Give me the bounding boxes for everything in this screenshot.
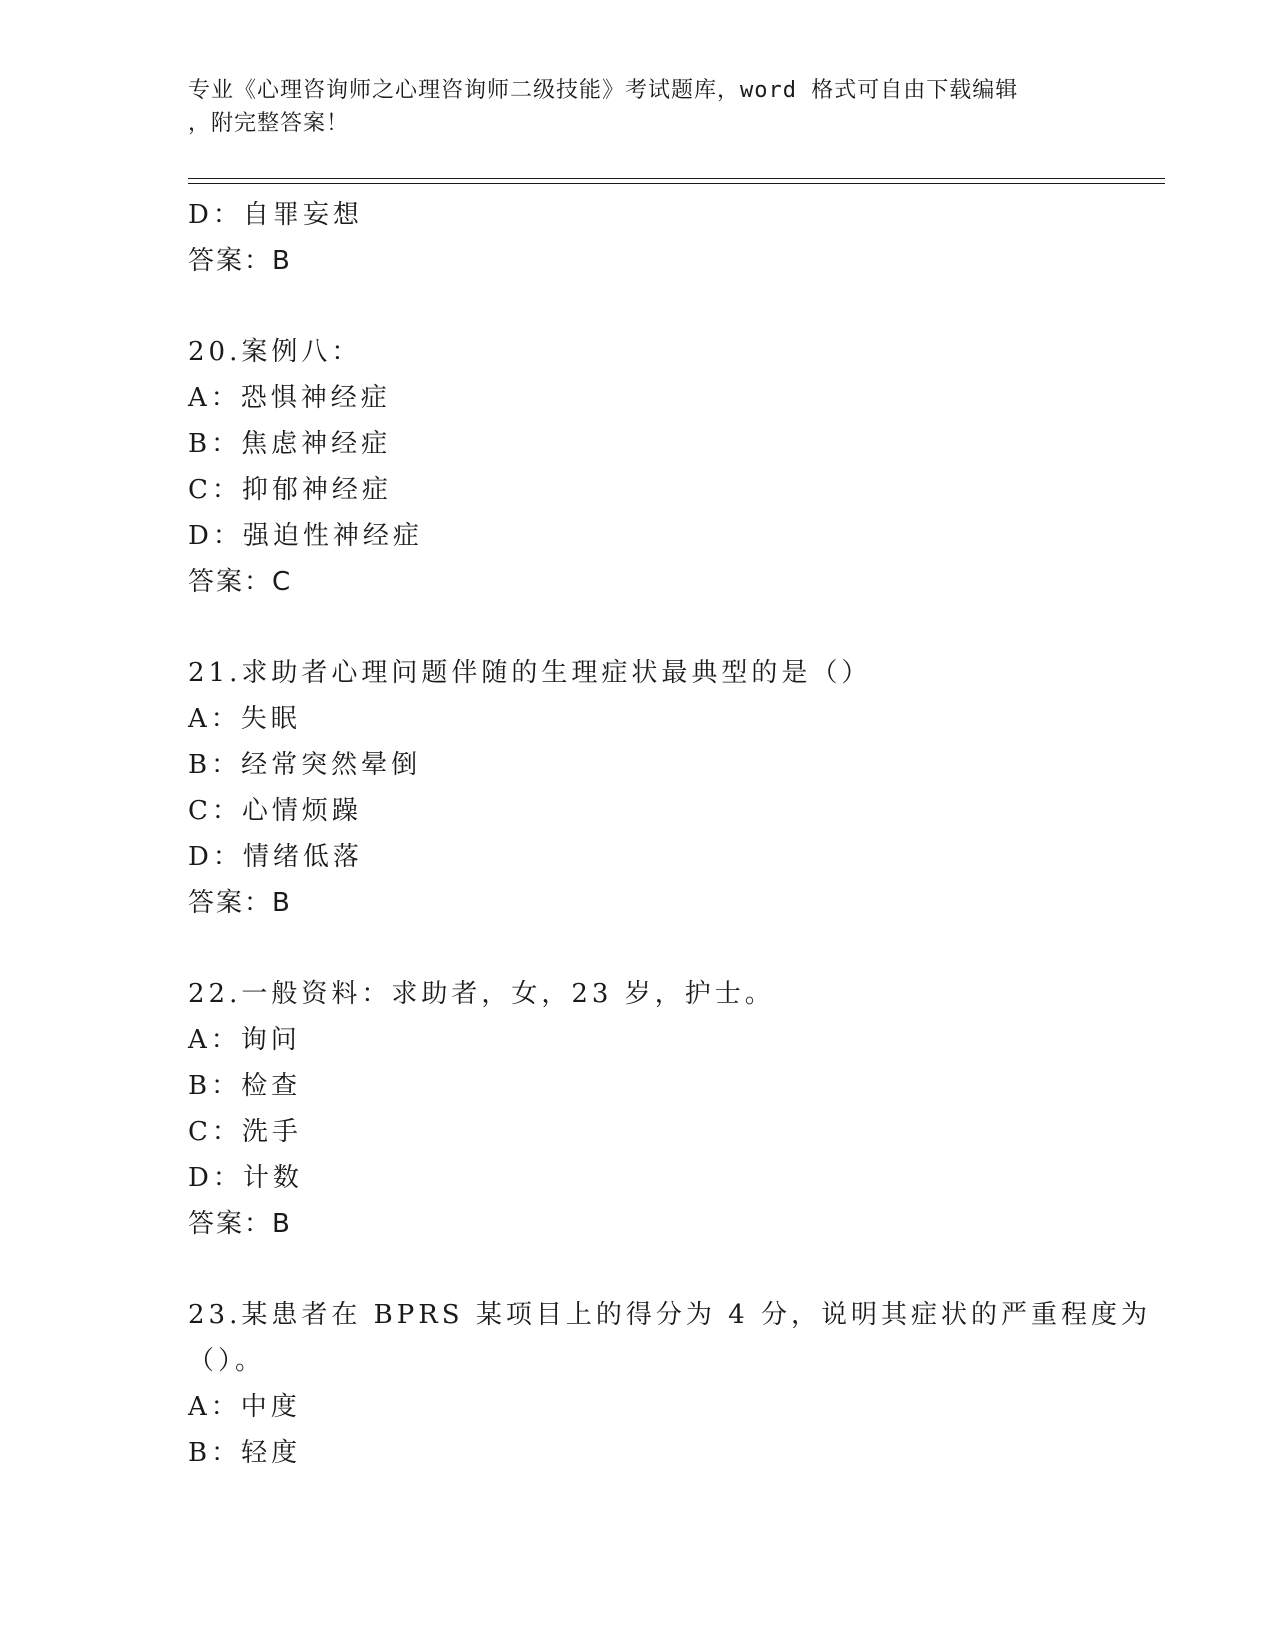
question-20 [188, 329, 1148, 605]
question-23 [188, 1292, 1151, 1476]
question-22 [188, 971, 1148, 1247]
question-19-tail [188, 192, 1148, 284]
option-d: D：强迫性神经症 [188, 521, 423, 551]
spacer [188, 284, 1148, 329]
option-d: D：计数 [188, 1163, 303, 1193]
question-21 [188, 650, 1148, 926]
question-stem: 21.求助者心理问题伴随的生理症状最典型的是（） [188, 658, 872, 688]
option-c: C：洗手 [188, 1117, 302, 1147]
answer-line: 答案：B [188, 246, 292, 276]
question-stem: 22.一般资料：求助者，女，23 岁，护士。 [188, 979, 775, 1009]
question-stem: 20.案例八： [188, 337, 362, 367]
answer-line: 答案：C [188, 567, 293, 597]
header-divider-top [188, 178, 1165, 179]
question-stem: 23.某患者在 BPRS 某项目上的得分为 4 分，说明其症状的严重程度为 [188, 1300, 1151, 1330]
spacer [188, 605, 1148, 650]
option-b: B：检查 [188, 1071, 302, 1101]
option-a: A：询问 [188, 1025, 301, 1055]
option-b: B：焦虑神经症 [188, 429, 392, 459]
answer-line: 答案：B [188, 1209, 292, 1239]
header-divider-bottom [188, 183, 1165, 184]
spacer [188, 1247, 1148, 1292]
option-a: A：恐惧神经症 [188, 383, 391, 413]
option-b: B：轻度 [188, 1438, 302, 1468]
question-list [188, 192, 1151, 1476]
answer-line: 答案：B [188, 888, 292, 918]
option-d: D：情绪低落 [188, 842, 363, 872]
option-c: C：抑郁神经症 [188, 475, 392, 505]
question-stem-continuation: （）。 [188, 1346, 266, 1376]
option-c: C：心情烦躁 [188, 796, 362, 826]
option-a: A：中度 [188, 1392, 301, 1422]
option-d: D：自罪妄想 [188, 200, 363, 230]
option-a: A：失眠 [188, 704, 301, 734]
page-header [188, 74, 1088, 140]
option-b: B：经常突然晕倒 [188, 750, 422, 780]
header-text-line2: ，附完整答案！ [188, 111, 350, 136]
spacer [188, 926, 1148, 971]
header-text-line1: 专业《心理咨询师之心理咨询师二级技能》考试题库，word 格式可自由下载编辑 [188, 78, 1019, 103]
